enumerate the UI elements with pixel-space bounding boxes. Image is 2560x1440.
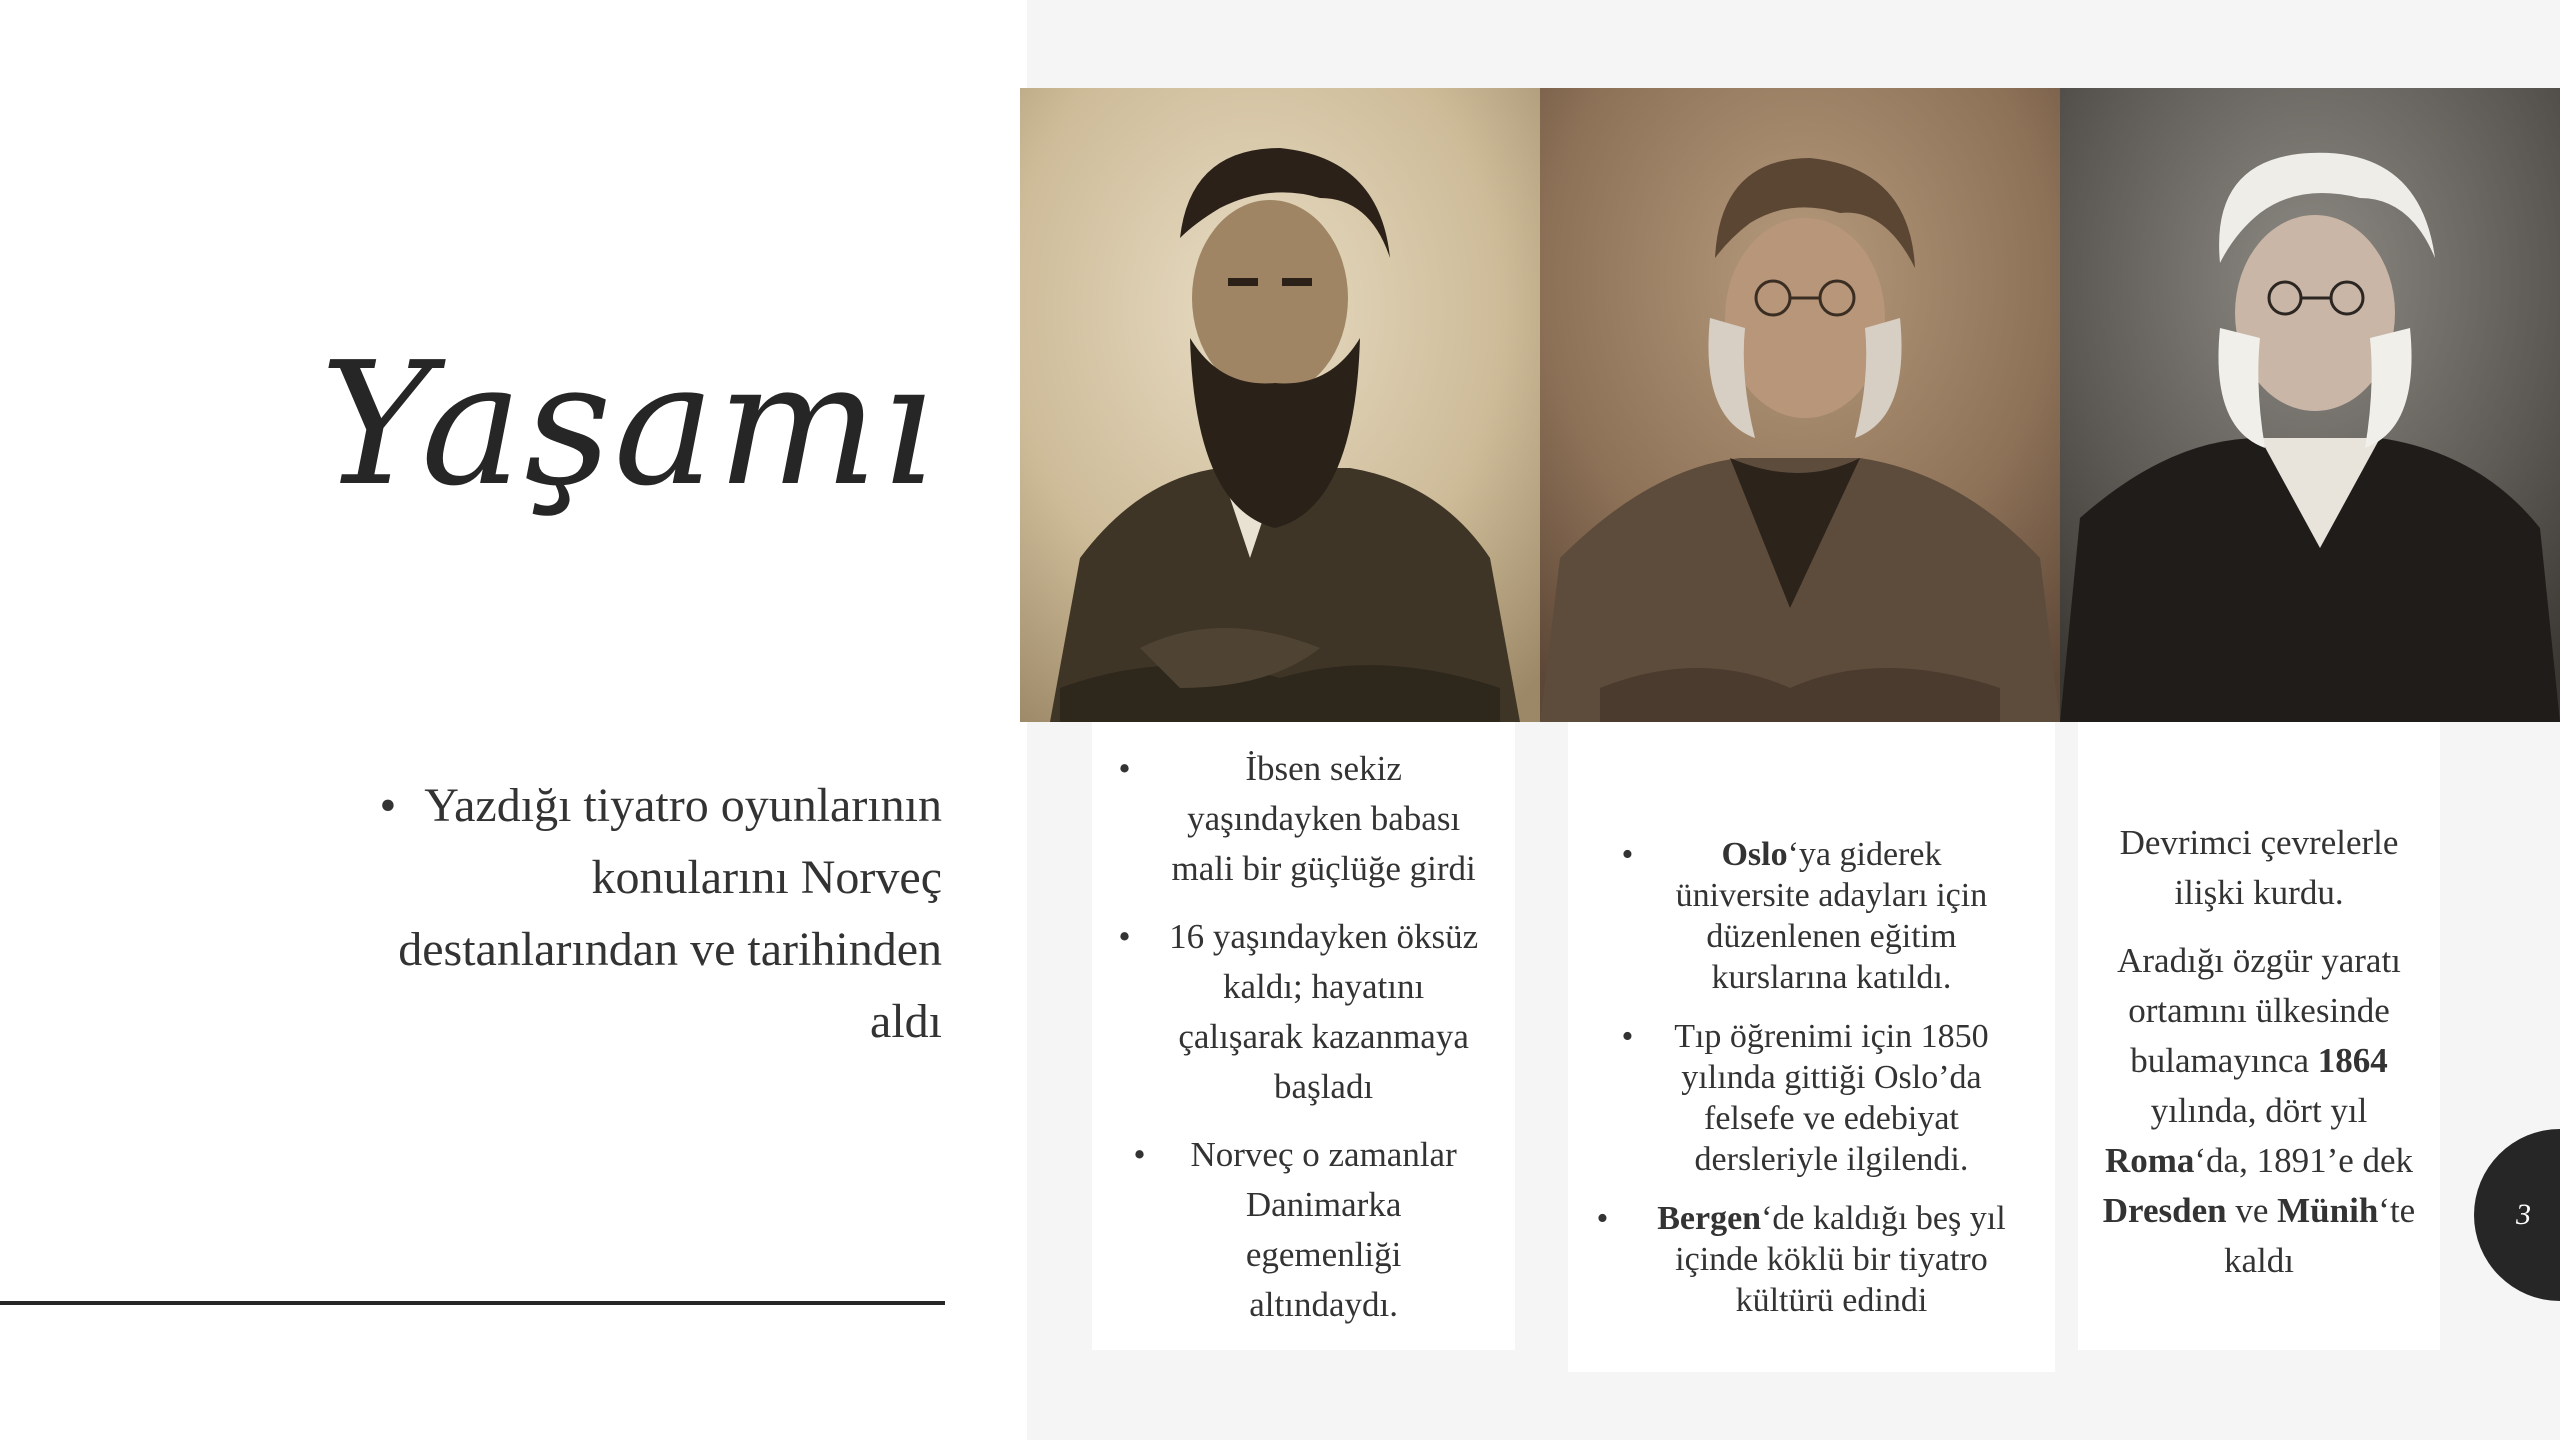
info-card-1 [1092, 722, 1515, 1350]
portrait-image-middle-age [1540, 88, 2060, 722]
card1-bullet-3: Norveç o zamanlar Danimarka egemenliği altındaydı. [1190, 1135, 1457, 1324]
card2-bullet-2: Tıp öğrenimi için 1850 yılında gittiği Oslo’da felsefe ve edebiyat dersleriyle ilgilendi. [1674, 1018, 1989, 1178]
info-card-3 [2078, 722, 2440, 1350]
card3-paragraph-2: Aradığı özgür yaratı ortamını ülkesinde bulamayınca 1864 yılında, dört yıl Roma‘da, 1891’e dek Dresden ve Münih‘te kaldı [2102, 941, 2416, 1280]
city-oslo: Oslo [1721, 836, 1788, 873]
left-bullet-text [360, 770, 942, 1058]
list-item: • Tıp öğrenimi için 1850 yılında gittiği Oslo’da felsefe ve edebiyat dersleriyle ilgilendi. [1582, 1016, 2041, 1180]
city-munih: Münih [2277, 1191, 2379, 1230]
card2-bullet-3: Bergen‘de kaldığı beş yıl içinde köklü bir tiyatro kültürü edindi [1657, 1200, 2006, 1319]
list-item: • 16 yaşındayken öksüz kaldı; hayatını çalışarak kazanmaya başladı [1112, 912, 1495, 1112]
info-card-2 [1568, 722, 2055, 1372]
card3-paragraph-1: Devrimci çevrelerle ilişki kurdu. [2119, 823, 2399, 912]
list-item: • Norveç o zamanlar Danimarka egemenliği altındaydı. [1112, 1130, 1495, 1330]
slide-title: Yaşamı [320, 326, 937, 524]
portrait-image-old [2060, 88, 2560, 722]
list-item: • İbsen sekiz yaşındayken babası mali bir güçlüğe girdi [1112, 744, 1495, 894]
divider-line [0, 1301, 945, 1305]
year-1864: 1864 [2317, 1041, 2388, 1080]
bullet-dot: • [379, 779, 397, 832]
card1-bullet-1: İbsen sekiz yaşındayken babası mali bir güçlüğe girdi [1171, 749, 1476, 888]
list-item: • Bergen‘de kaldığı beş yıl içinde köklü bir tiyatro kültürü edindi [1582, 1198, 2041, 1321]
card2-bullet-1: Oslo‘ya giderek üniversite adayları için düzenlenen eğitim kurslarına katıldı. [1675, 836, 1988, 996]
list-item: • Oslo‘ya giderek üniversite adayları için düzenlenen eğitim kurslarına katıldı. [1582, 834, 2041, 998]
left-bullet-content: Yazdığı tiyatro oyunlarının konularını Norveç destanlarından ve tarihinden aldı [398, 779, 942, 1048]
portrait-image-young [1020, 88, 1540, 722]
city-roma: Roma [2104, 1141, 2195, 1180]
portrait-photo-1 [1020, 88, 1540, 722]
card1-bullet-2: 16 yaşındayken öksüz kaldı; hayatını çalışarak kazanmaya başladı [1169, 917, 1479, 1106]
portrait-photo-2 [1540, 88, 2060, 722]
city-dresden: Dresden [2102, 1191, 2227, 1230]
page-number-badge: 3 [2474, 1129, 2560, 1301]
city-bergen: Bergen [1657, 1200, 1762, 1237]
portrait-photo-3 [2060, 88, 2560, 722]
